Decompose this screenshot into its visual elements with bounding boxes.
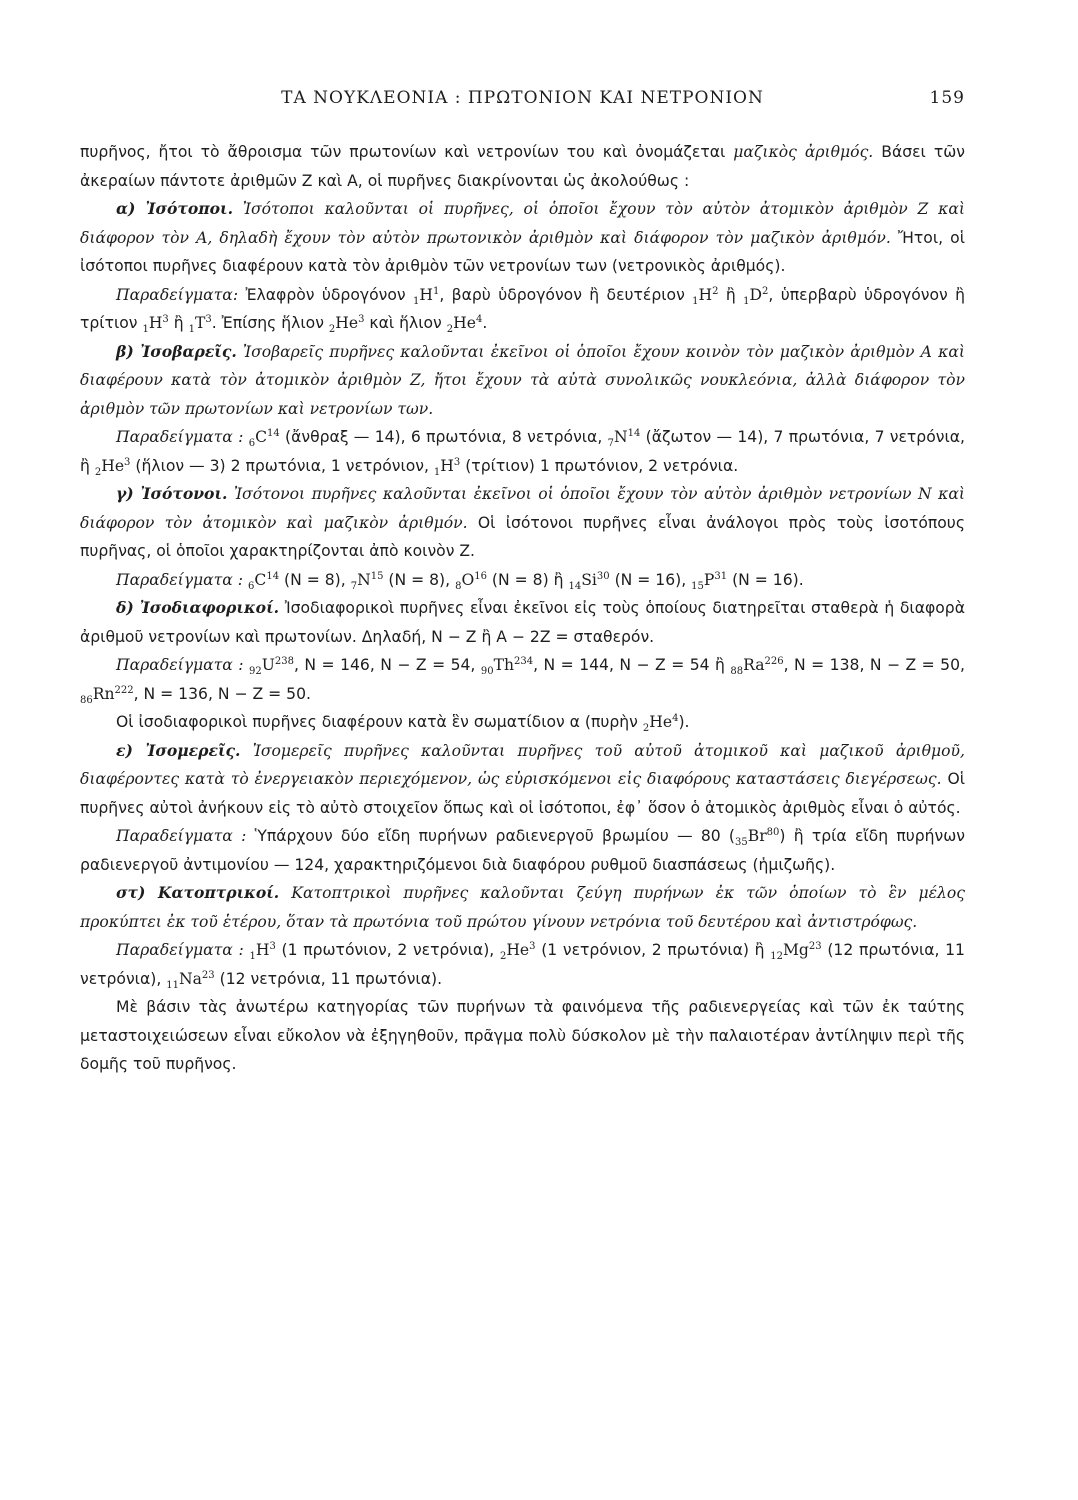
examples-label: Παραδείγματα : bbox=[116, 570, 244, 589]
mass-number-term: μαζικὸς ἀριθμός. bbox=[733, 143, 874, 161]
definition-mirror-nuclei: Κατοπτρικοὶ πυρῆνες καλοῦνται ζεύγη πυρήνων ἐκ τῶν ὁποίων τὸ ἓν μέλος προκύπτει ἐκ τοῦ ἑτέρου, ὅταν τὰ πρωτόνια τοῦ πρώτου γίνουν νετρόνια τοῦ δευτέρου καὶ ἀντιστρόφως. bbox=[80, 884, 965, 931]
examples-mirror-nuclei: Παραδείγματα : $_1H^3$ (1 πρωτόνιον, 2 νετρόνια), $_2He^3$ (1 νετρόνιον, 2 πρωτόνια) ἢ $_{12}Mg^{23}$ (12 πρωτόνια, 11 νετρόνια), $_{11}Na^{23}$ (12 νετρόνια, 11 πρωτόνια). bbox=[80, 940, 965, 991]
intro-paragraph: πυρῆνος, ἤτοι τὸ ἄθροισμα τῶν πρωτονίων καὶ νετρονίων του καὶ ὀνομάζεται μαζικὸς ἀριθμός. Βάσει τῶν ἀκεραίων πάντοτε ἀριθμῶν Z καὶ A, οἱ πυρῆνες διακρίνονται ὡς ἀκολούθως : bbox=[80, 143, 965, 190]
section-isodiaphers: δ) Ἰσοδιαφορικοί. Ἰσοδιαφορικοὶ πυρῆνες εἶναι ἐκεῖνοι εἰς τοὺς ὁποίους διατηρεῖται σταθερὰ ἡ διαφορὰ ἀριθμοῦ νετρονίων καὶ πρωτονίων. Δηλαδή, N − Z ἢ A − 2Z = σταθερόν. bbox=[80, 598, 965, 646]
definition-isotopes: Ἰσότοποι καλοῦνται οἱ πυρῆνες, οἱ ὁποῖοι ἔχουν τὸν αὐτὸν ἀτομικὸν ἀριθμὸν Z καὶ διάφορον τὸν A, δηλαδὴ ἔχουν τὸν αὐτὸν πρωτονικὸν ἀριθμὸν καὶ διάφορον τὸν μαζικὸν ἀριθμόν. bbox=[80, 200, 966, 247]
examples-label: Παραδείγματα : bbox=[116, 428, 244, 446]
chapter-title: ΤΑ ΝΟΥΚΛΕΟΝΙΑ : ΠΡΩΤΟΝΙΟΝ ΚΑΙ ΝΕΤΡΟΝΙΟΝ bbox=[281, 88, 764, 108]
examples-label: Παραδείγματα : bbox=[116, 827, 247, 845]
running-header bbox=[80, 88, 965, 118]
section-isotopes: α) Ἰσότοποι. Ἰσότοποι καλοῦνται οἱ πυρῆνες, οἱ ὁποῖοι ἔχουν τὸν αὐτὸν ἀτομικὸν ἀριθμὸν Z καὶ διάφορον τὸν A, δηλαδὴ ἔχουν τὸν αὐτὸν πρωτονικὸν ἀριθμὸν καὶ διάφορον τὸν μαζικὸν ἀριθμόν. Ἤτοι, οἱ ἰσότοποι πυρῆνες διαφέρουν κατὰ τὸν ἀριθμὸν τῶν νετρονίων των (νετρονικὸς ἀριθμός). bbox=[80, 199, 966, 275]
heading-mirror-nuclei: στ) Κατοπτρικοί. bbox=[116, 883, 280, 902]
examples-isobars: Παραδείγματα : $_6C^{14}$ (ἄνθραξ — 14), 6 πρωτόνια, 8 νετρόνια, $_7N^{14}$ (ἄζωτον — 14), 7 πρωτόνια, 7 νετρόνια, ἢ $_2He^3$ (ἥλιον — 3) 2 πρωτόνια, 1 νετρόνιον, $_1H^3$ (τρίτιον) 1 πρωτόνιον, 2 νετρόνια. bbox=[80, 427, 965, 478]
examples-isomers: Παραδείγματα : Ὑπάρχουν δύο εἴδη πυρήνων ραδιενεργοῦ βρωμίου — 80 $(_{35}Br^{80})$ ἢ τρία εἴδη πυρήνων ραδιενεργοῦ ἀντιμονίου — 124, χαρακτηριζόμενοι διὰ διαφόρου ρυθμοῦ διασπάσεως (ἡμιζωῆς). bbox=[80, 826, 965, 874]
section-isomers: ε) Ἰσομερεῖς. Ἰσομερεῖς πυρῆνες καλοῦνται πυρῆνες τοῦ αὐτοῦ ἀτομικοῦ καὶ μαζικοῦ ἀριθμοῦ, διαφέροντες κατὰ τὸ ἐνεργειακὸν περιεχόμενον, ὡς εὑρισκόμενοι εἰς διαφόρους καταστάσεις διεγέρσεως. Οἱ πυρῆνες αὐτοὶ ἀνήκουν εἰς τὸ αὐτὸ στοιχεῖον ὅπως καὶ οἱ ἰσότοποι, ἐφ᾽ ὅσον ὁ ἀτομικὸς ἀριθμὸς εἶναι ὁ αὐτός. bbox=[80, 740, 965, 817]
heading-isotopes: α) Ἰσότοποι. bbox=[116, 199, 234, 218]
examples-isotopes: Παραδείγματα: Ἐλαφρὸν ὑδρογόνον $_1H^1$, βαρὺ ὑδρογόνον ἢ δευτέριον $_1H^2$ ἢ $_1D^2$, ὑπερβαρὺ ὑδρογόνον ἢ τρίτιον $_1H^3$ ἢ $_1T^3$. Ἐπίσης ἥλιον $_2He^3$ καὶ ἥλιον $_2He^4$. bbox=[80, 285, 965, 336]
definition-isomers: Ἰσομερεῖς πυρῆνες καλοῦνται πυρῆνες τοῦ αὐτοῦ ἀτομικοῦ καὶ μαζικοῦ ἀριθμοῦ, διαφέροντες κατὰ τὸ ἐνεργειακὸν περιεχόμενον, ὡς εὑρισκόμενοι εἰς διαφόρους καταστάσεις διεγέρσεως. bbox=[80, 741, 965, 788]
heading-isodiaphers: δ) Ἰσοδιαφορικοί. bbox=[116, 598, 280, 617]
page-number: 159 bbox=[929, 88, 965, 108]
definition-isotones: Ἰσότονοι πυρῆνες καλοῦνται ἐκεῖνοι οἱ ὁποῖοι ἔχουν τὸν αὐτὸν ἀριθμὸν νετρονίων N καὶ διάφορον τὸν ἀτομικὸν καὶ μαζικὸν ἀριθμόν. bbox=[80, 485, 965, 532]
section-isotones: γ) Ἰσότονοι. Ἰσότονοι πυρῆνες καλοῦνται ἐκεῖνοι οἱ ὁποῖοι ἔχουν τὸν αὐτὸν ἀριθμὸν νετρονίων N καὶ διάφορον τὸν ἀτομικὸν καὶ μαζικὸν ἀριθμόν. Οἱ ἰσότονοι πυρῆνες εἶναι ἀνάλογοι πρὸς τοὺς ἰσοτόπους πυρῆνας, οἱ ὁποῖοι χαρακτηρίζονται ἀπὸ κοινὸν Z. bbox=[80, 484, 965, 560]
note-isodiaphers: Οἱ ἰσοδιαφορικοὶ πυρῆνες διαφέρουν κατὰ ἓν σωματίδιον α (πυρὴν $_2He^4$). bbox=[116, 712, 690, 735]
examples-isodiaphers: Παραδείγματα : $_{92}U^{238}$, N = 146, N − Z = 54, $_{90}Th^{234}$, N = 144, N − Z = 54 ἢ $_{88}Ra^{226}$, N = 138, N − Z = 50, $_{86}Rn^{222}$, N = 136, N − Z = 50. bbox=[80, 655, 965, 706]
heading-isomers: ε) Ἰσομερεῖς. bbox=[116, 740, 241, 760]
section-mirror-nuclei bbox=[80, 879, 965, 936]
closing-paragraph: Μὲ βάσιν τὰς ἀνωτέρω κατηγορίας τῶν πυρήνων τὰ φαινόμενα τῆς ραδιενεργείας καὶ τῶν ἐκ ταύτης μεταστοιχειώσεων εἶναι εὔκολον νὰ ἐξηγηθοῦν, πρᾶγμα πολὺ δύσκολον μὲ τὴν παλαιοτέραν ἀντίληψιν περὶ τῆς δομῆς τοῦ πυρῆνος. bbox=[80, 998, 965, 1073]
heading-isotones: γ) Ἰσότονοι. bbox=[116, 484, 228, 503]
examples-label: Παραδείγματα: bbox=[116, 285, 239, 304]
section-isobars bbox=[80, 338, 965, 424]
examples-label: Παραδείγματα : bbox=[116, 941, 244, 959]
definition-isobars: Ἰσοβαρεῖς πυρῆνες καλοῦνται ἐκεῖνοι οἱ ὁποῖοι ἔχουν κοινὸν τὸν μαζικὸν ἀριθμὸν A καὶ διαφέρουν κατὰ τὸν ἀτομικὸν ἀριθμὸν Z, ἤτοι ἔχουν τὰ αὐτὰ συνολικῶς νουκλεόνια, ἀλλὰ διάφορον τὸν ἀριθμὸν τῶν πρωτονίων καὶ νετρονίων των. bbox=[80, 342, 965, 418]
body-text bbox=[80, 138, 965, 1079]
heading-isobars: β) Ἰσοβαρεῖς. bbox=[116, 341, 237, 361]
examples-label: Παραδείγματα : bbox=[116, 656, 244, 674]
examples-isotones: Παραδείγματα : $_6C^{14}$ (N = 8), $_7N^{15}$ (N = 8), $_8O^{16}$ (N = 8) ἢ $_{14}Si^{30}$ (N = 16), $_{15}P^{31}$ (N = 16). bbox=[116, 570, 804, 592]
